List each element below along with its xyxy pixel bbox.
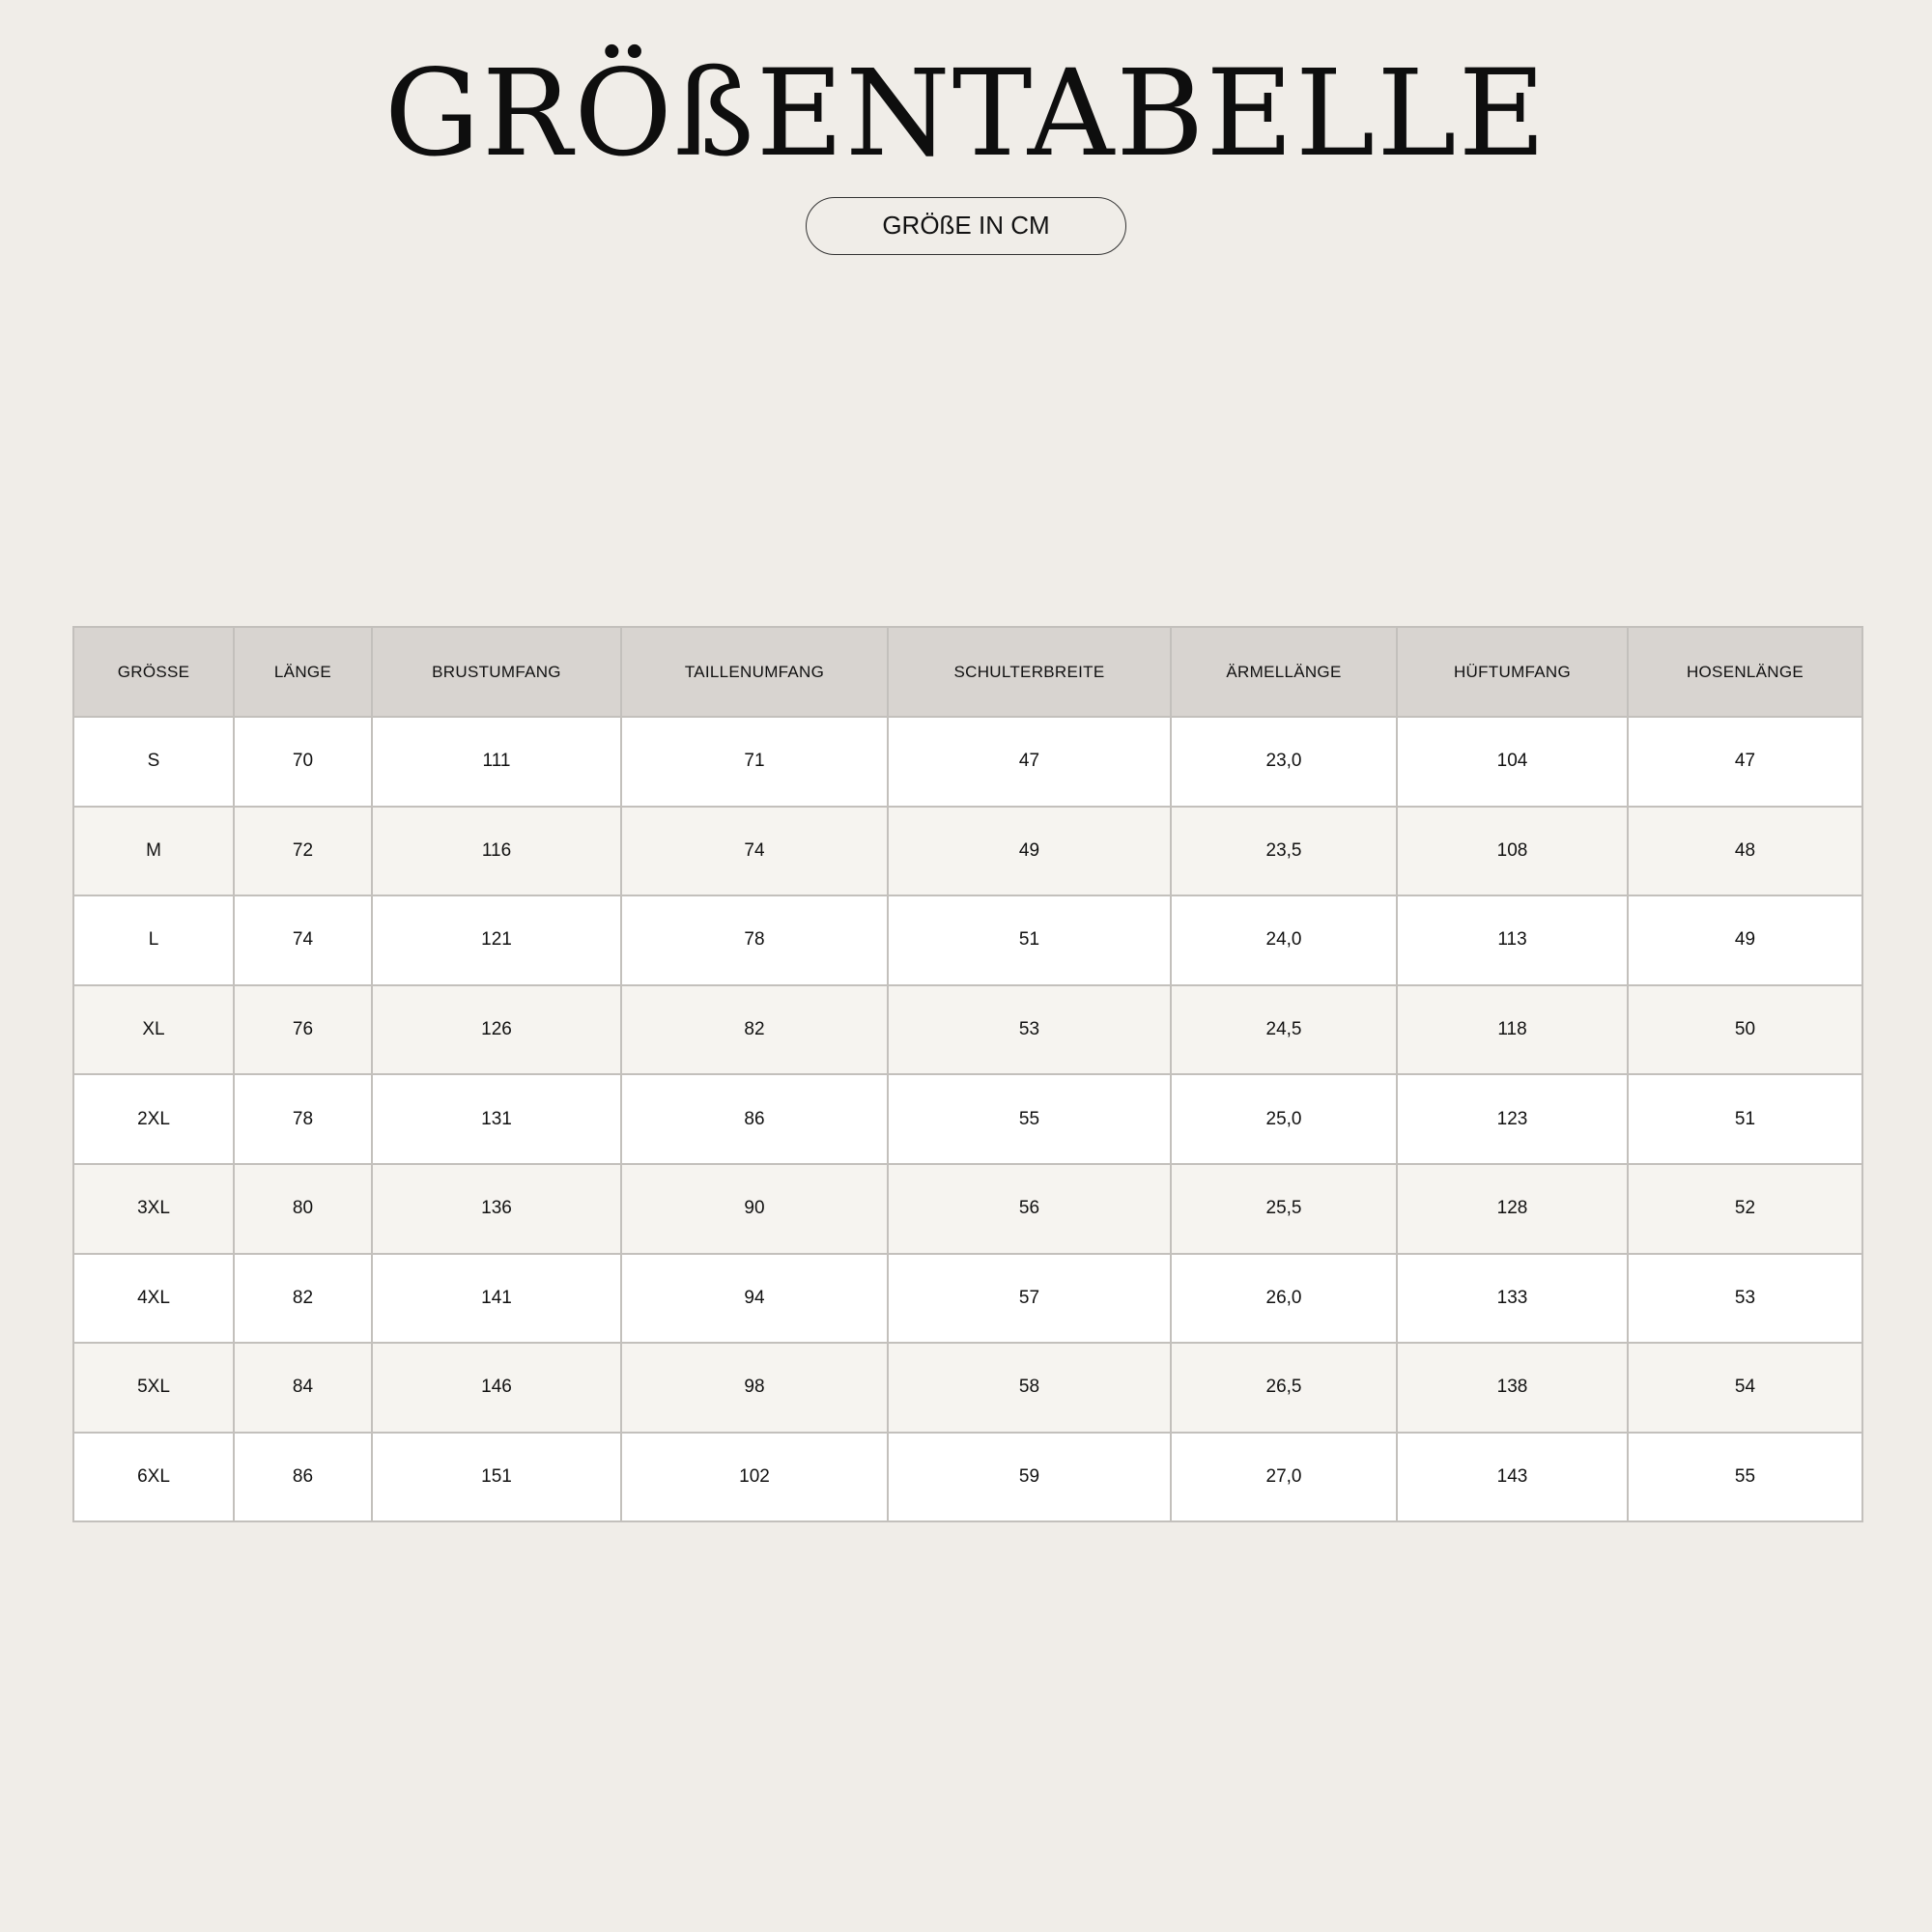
cell-waist: 71 bbox=[621, 717, 888, 807]
cell-length: 72 bbox=[234, 807, 372, 896]
cell-sleeve: 24,5 bbox=[1171, 985, 1397, 1075]
cell-size: S bbox=[73, 717, 234, 807]
cell-hip: 118 bbox=[1397, 985, 1628, 1075]
cell-shoulder: 47 bbox=[888, 717, 1171, 807]
table-row bbox=[73, 1164, 1862, 1254]
cell-sleeve: 25,5 bbox=[1171, 1164, 1397, 1254]
table-row bbox=[73, 1254, 1862, 1344]
cell-hip: 104 bbox=[1397, 717, 1628, 807]
cell-sleeve: 24,0 bbox=[1171, 895, 1397, 985]
cell-hip: 113 bbox=[1397, 895, 1628, 985]
size-table bbox=[72, 626, 1863, 1522]
cell-shoulder: 59 bbox=[888, 1433, 1171, 1522]
cell-pants-length: 50 bbox=[1628, 985, 1862, 1075]
cell-size: 4XL bbox=[73, 1254, 234, 1344]
cell-length: 84 bbox=[234, 1343, 372, 1433]
cell-waist: 86 bbox=[621, 1074, 888, 1164]
cell-hip: 138 bbox=[1397, 1343, 1628, 1433]
cell-shoulder: 58 bbox=[888, 1343, 1171, 1433]
page-title: GRÖßENTABELLE bbox=[384, 44, 1548, 184]
cell-chest: 126 bbox=[372, 985, 621, 1075]
header-size: GRÖSSE bbox=[73, 627, 234, 717]
cell-pants-length: 47 bbox=[1628, 717, 1862, 807]
cell-waist: 94 bbox=[621, 1254, 888, 1344]
cell-sleeve: 23,0 bbox=[1171, 717, 1397, 807]
cell-shoulder: 49 bbox=[888, 807, 1171, 896]
cell-chest: 121 bbox=[372, 895, 621, 985]
unit-badge: GRÖßE IN CM bbox=[806, 197, 1126, 255]
cell-hip: 123 bbox=[1397, 1074, 1628, 1164]
cell-shoulder: 55 bbox=[888, 1074, 1171, 1164]
header-hip: HÜFTUMFANG bbox=[1397, 627, 1628, 717]
table-body bbox=[73, 717, 1862, 1521]
cell-length: 76 bbox=[234, 985, 372, 1075]
cell-length: 70 bbox=[234, 717, 372, 807]
cell-shoulder: 53 bbox=[888, 985, 1171, 1075]
cell-size: M bbox=[73, 807, 234, 896]
header-chest: BRUSTUMFANG bbox=[372, 627, 621, 717]
cell-shoulder: 57 bbox=[888, 1254, 1171, 1344]
cell-size: XL bbox=[73, 985, 234, 1075]
cell-length: 78 bbox=[234, 1074, 372, 1164]
cell-length: 74 bbox=[234, 895, 372, 985]
cell-hip: 108 bbox=[1397, 807, 1628, 896]
cell-waist: 98 bbox=[621, 1343, 888, 1433]
cell-pants-length: 48 bbox=[1628, 807, 1862, 896]
cell-sleeve: 25,0 bbox=[1171, 1074, 1397, 1164]
table-row bbox=[73, 985, 1862, 1075]
cell-sleeve: 26,0 bbox=[1171, 1254, 1397, 1344]
cell-pants-length: 52 bbox=[1628, 1164, 1862, 1254]
cell-size: L bbox=[73, 895, 234, 985]
cell-chest: 146 bbox=[372, 1343, 621, 1433]
cell-waist: 74 bbox=[621, 807, 888, 896]
header-pants-length: HOSENLÄNGE bbox=[1628, 627, 1862, 717]
header-sleeve: ÄRMELLÄNGE bbox=[1171, 627, 1397, 717]
cell-chest: 136 bbox=[372, 1164, 621, 1254]
cell-waist: 82 bbox=[621, 985, 888, 1075]
cell-pants-length: 54 bbox=[1628, 1343, 1862, 1433]
cell-pants-length: 51 bbox=[1628, 1074, 1862, 1164]
table-row bbox=[73, 895, 1862, 985]
cell-size: 2XL bbox=[73, 1074, 234, 1164]
table-row bbox=[73, 1433, 1862, 1522]
header-length: LÄNGE bbox=[234, 627, 372, 717]
cell-waist: 90 bbox=[621, 1164, 888, 1254]
header-shoulder: SCHULTERBREITE bbox=[888, 627, 1171, 717]
cell-waist: 102 bbox=[621, 1433, 888, 1522]
cell-size: 6XL bbox=[73, 1433, 234, 1522]
cell-hip: 128 bbox=[1397, 1164, 1628, 1254]
cell-chest: 151 bbox=[372, 1433, 621, 1522]
table-row bbox=[73, 807, 1862, 896]
table-row bbox=[73, 1074, 1862, 1164]
cell-pants-length: 53 bbox=[1628, 1254, 1862, 1344]
cell-length: 82 bbox=[234, 1254, 372, 1344]
cell-hip: 143 bbox=[1397, 1433, 1628, 1522]
cell-pants-length: 49 bbox=[1628, 895, 1862, 985]
table-header-row bbox=[73, 627, 1862, 717]
cell-sleeve: 27,0 bbox=[1171, 1433, 1397, 1522]
cell-sleeve: 23,5 bbox=[1171, 807, 1397, 896]
cell-size: 5XL bbox=[73, 1343, 234, 1433]
cell-size: 3XL bbox=[73, 1164, 234, 1254]
cell-chest: 116 bbox=[372, 807, 621, 896]
cell-chest: 111 bbox=[372, 717, 621, 807]
table-row bbox=[73, 1343, 1862, 1433]
cell-length: 80 bbox=[234, 1164, 372, 1254]
cell-hip: 133 bbox=[1397, 1254, 1628, 1344]
cell-chest: 131 bbox=[372, 1074, 621, 1164]
table-row bbox=[73, 717, 1862, 807]
header-waist: TAILLENUMFANG bbox=[621, 627, 888, 717]
cell-shoulder: 56 bbox=[888, 1164, 1171, 1254]
cell-shoulder: 51 bbox=[888, 895, 1171, 985]
cell-chest: 141 bbox=[372, 1254, 621, 1344]
cell-pants-length: 55 bbox=[1628, 1433, 1862, 1522]
cell-sleeve: 26,5 bbox=[1171, 1343, 1397, 1433]
cell-length: 86 bbox=[234, 1433, 372, 1522]
cell-waist: 78 bbox=[621, 895, 888, 985]
